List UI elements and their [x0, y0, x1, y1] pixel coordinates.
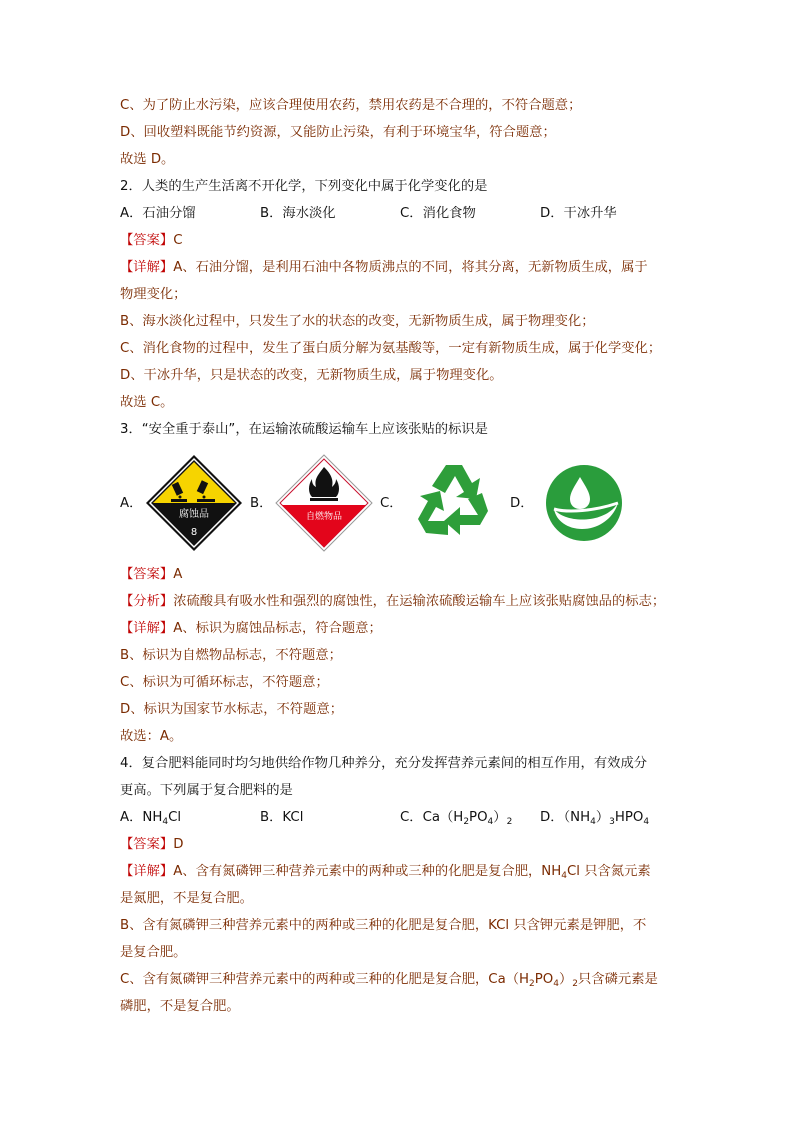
q3-option-d-label: D． — [510, 495, 534, 511]
answer-value: D — [173, 837, 184, 852]
detail-tag: 【详解】 — [120, 864, 174, 879]
q4-option-d — [540, 804, 680, 831]
subscript: 4 — [643, 817, 650, 827]
subscript: 2 — [506, 817, 513, 827]
q4-detail-a2: 是氮肥，不是复合肥。 — [120, 891, 253, 906]
q3-detail-d: D、标识为国家节水标志，不符题意； — [120, 702, 343, 717]
q4-option-a-text: A．NH — [120, 810, 163, 825]
subscript: 4 — [553, 979, 559, 989]
q4-detail-b1: B、含有氮磷钾三种营养元素中的两种或三种的化肥是复合肥，KCl 只含钾元素是钾肥，不 — [120, 918, 647, 933]
q2-options — [120, 200, 680, 227]
answer-tag: 【答案】 — [120, 837, 174, 852]
detail-tag: 【详解】 — [120, 621, 174, 636]
detail-text: A、含有氮磷钾三种营养元素中的两种或三种的化肥是复合肥，NH — [173, 864, 562, 879]
q4-detail-a1 — [120, 858, 680, 885]
q4-options — [120, 804, 680, 831]
q2-option-d: D．干冰升华 — [540, 206, 617, 221]
q4-option-d-mid: ） — [595, 810, 610, 825]
q4-option-a — [120, 804, 260, 831]
detail-text: A、石油分馏，是利用石油中各物质沸点的不同，将其分离，无新物质生成，属于 — [173, 260, 648, 275]
q3-detail-b: B、标识为自燃物品标志，不符题意； — [120, 648, 342, 663]
q2-detail-d: D、干冰升华，只是状态的改变，无新物质生成，属于物理变化。 — [120, 368, 503, 383]
spontaneous-combustion-sign-icon — [274, 453, 374, 553]
q3-option-b-label: B． — [250, 495, 273, 511]
answer-value: C — [173, 233, 183, 248]
analysis-tag: 【分析】 — [120, 594, 174, 609]
q2-option-b: B．海水淡化 — [260, 206, 336, 221]
water-saving-sign-icon — [534, 453, 634, 553]
detail-text: C、含有氮磷钾三种营养元素中的两种或三种的化肥是复合肥，Ca（H — [120, 972, 530, 987]
q2-choose: 故选 C。 — [120, 395, 174, 410]
q4-detail-b2: 是复合肥。 — [120, 945, 187, 960]
q4-stem-1: 4．复合肥料能同时均匀地供给作物几种养分，充分发挥营养元素间的相互作用，有效成分 — [120, 756, 648, 771]
answer-tag: 【答案】 — [120, 233, 174, 248]
corrosive-sign-text: 腐蚀品 — [179, 509, 209, 520]
q2-option-a: A．石油分馏 — [120, 206, 196, 221]
q4-detail-c1 — [120, 966, 680, 993]
q2-stem: 2．人类的生产生活离不开化学，下列变化中属于化学变化的是 — [120, 179, 488, 194]
subscript: 4 — [487, 817, 494, 827]
q4-option-d-text: D．（NH — [540, 810, 591, 825]
q3-image-options — [120, 451, 680, 555]
detail-text-mid: PO — [534, 972, 554, 987]
q4-option-a-end: Cl — [168, 810, 182, 825]
detail-text-end: Cl 只含氮元素 — [566, 864, 651, 879]
q4-detail-c2: 磷肥，不是复合肥。 — [120, 999, 240, 1014]
q3-analysis — [120, 588, 680, 615]
q3-detail-c: C、标识为可循环标志，不符题意； — [120, 675, 329, 690]
q3-option-a-label: A． — [120, 495, 143, 511]
q3-choose: 故选：A。 — [120, 729, 183, 744]
subscript: 2 — [572, 979, 579, 989]
q1-detail-c: C、为了防止水污染，应该合理使用农药，禁用农药是不合理的，不符合题意； — [120, 98, 582, 113]
q2-detail-a2: 物理变化； — [120, 287, 187, 302]
answer-value: A — [173, 567, 183, 582]
q4-option-c — [400, 804, 540, 831]
subscript: 4 — [162, 817, 169, 827]
detail-text: A、标识为腐蚀品标志，符合题意； — [173, 621, 382, 636]
q4-answer — [120, 831, 680, 858]
subscript: 4 — [561, 871, 567, 881]
recycle-sign-icon — [404, 453, 504, 553]
subscript: 3 — [609, 817, 615, 827]
combustion-sign-text: 自燃物品 — [305, 512, 343, 522]
subscript: 2 — [463, 817, 470, 827]
q3-option-d — [510, 453, 634, 553]
subscript: 2 — [529, 979, 535, 989]
document-page — [120, 92, 680, 1020]
subscript: 4 — [590, 817, 596, 827]
q4-option-b: B．KCl — [260, 810, 304, 825]
q3-option-c — [380, 453, 504, 553]
q3-answer — [120, 561, 680, 588]
q4-option-c-end: ） — [493, 810, 507, 825]
analysis-text: 浓硫酸具有吸水性和强烈的腐蚀性，在运输浓硫酸运输车上应该张贴腐蚀品的标志； — [173, 594, 666, 609]
q3-detail-a — [120, 615, 680, 642]
q2-option-c: C．消化食物 — [400, 206, 476, 221]
corrosive-sign-icon — [144, 453, 244, 553]
answer-tag: 【答案】 — [120, 567, 174, 582]
q2-detail-a1 — [120, 254, 680, 281]
q4-option-c-mid: PO — [469, 810, 488, 825]
q1-detail-d: D、回收塑料既能节约资源，又能防止污染，有利于环境宝华，符合题意； — [120, 125, 556, 140]
detail-text-tail: 只含磷元素是 — [578, 972, 658, 987]
q3-option-b — [250, 453, 374, 553]
q3-option-a — [120, 453, 244, 553]
q3-option-c-label: C． — [380, 495, 403, 511]
q4-stem-2: 更高。下列属于复合肥料的是 — [120, 783, 293, 798]
detail-tag: 【详解】 — [120, 260, 174, 275]
detail-text-end: ） — [559, 972, 573, 987]
q4-option-c-text: C．Ca（H — [400, 810, 464, 825]
corrosive-sign-number: 8 — [190, 527, 198, 538]
q1-choose: 故选 D。 — [120, 152, 175, 167]
q2-detail-b: B、海水淡化过程中，只发生了水的状态的改变，无新物质生成，属于物理变化； — [120, 314, 595, 329]
q2-answer — [120, 227, 680, 254]
q3-stem: 3．“安全重于泰山”，在运输浓硫酸运输车上应该张贴的标识是 — [120, 422, 488, 437]
q4-option-d-end: HPO — [614, 810, 644, 825]
q2-detail-c: C、消化食物的过程中，发生了蛋白质分解为氨基酸等，一定有新物质生成，属于化学变化； — [120, 341, 662, 356]
